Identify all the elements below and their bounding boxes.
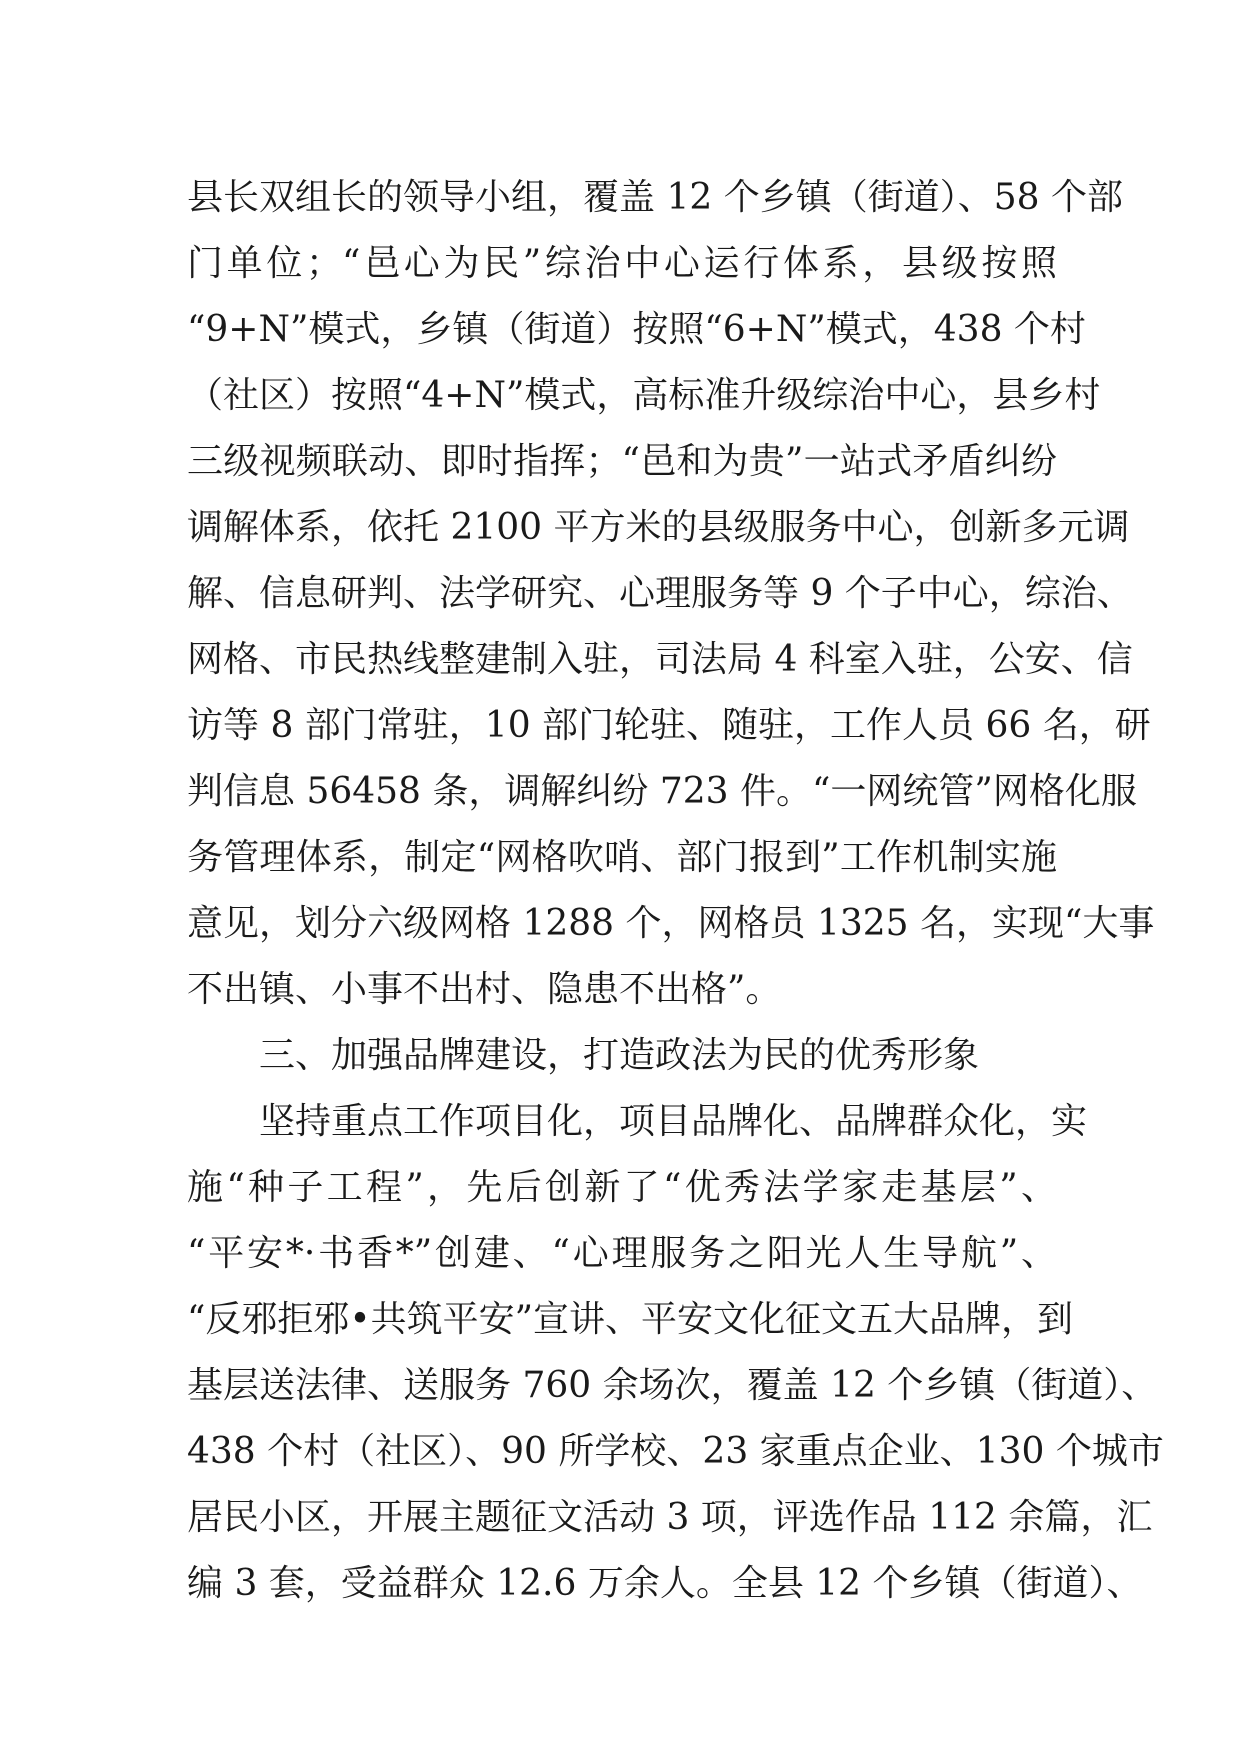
text-line: 务管理体系，制定“网格吹哨、部门报到”工作机制实施: [187, 837, 1057, 878]
text-line: 坚持重点工作项目化，项目品牌化、品牌群众化，实: [259, 1101, 1088, 1142]
text-line: 居民小区，开展主题征文活动 3 项，评选作品 112 余篇，汇: [187, 1497, 1153, 1538]
text-line: 编 3 套，受益群众 12.6 万余人。全县 12 个乡镇（街道）、: [187, 1563, 1143, 1604]
text-line: 调解体系，依托 2100 平方米的县级服务中心，创新多元调: [187, 507, 1130, 548]
text-line: 施“种子工程”，先后创新了“优秀法学家走基层”、: [187, 1167, 1057, 1208]
text-line: 三级视频联动、即时指挥；“邑和为贵”一站式矛盾纠纷: [187, 441, 1057, 482]
text-line: 网格、市民热线整建制入驻，司法局 4 科室入驻，公安、信: [187, 639, 1133, 680]
text-line: 438 个村（社区）、90 所学校、23 家重点企业、130 个城市: [187, 1431, 1164, 1472]
paragraph-2: [187, 1089, 1164, 1617]
text-line: 意见，划分六级网格 1288 个，网格员 1325 名，实现“大事: [187, 903, 1155, 944]
paragraph-1: [187, 165, 1155, 1023]
text-line: “反邪拒邪•共筑平安”宣讲、平安文化征文五大品牌，到: [187, 1299, 1074, 1340]
text-line: 基层送法律、送服务 760 余场次，覆盖 12 个乡镇（街道）、: [187, 1365, 1158, 1406]
text-line: 不出镇、小事不出村、隐患不出格”。: [187, 969, 782, 1010]
text-line: “平安*·书香*”创建、“心理服务之阳光人生导航”、: [187, 1233, 1057, 1274]
section-heading: 三、加强品牌建设，打造政法为民的优秀形象: [259, 1035, 980, 1076]
text-line: 解、信息研判、法学研究、心理服务等 9 个子中心，综治、: [187, 573, 1133, 614]
document-body: [187, 165, 1164, 1617]
text-line: 判信息 56458 条，调解纠纷 723 件。“一网统管”网格化服: [187, 771, 1137, 812]
text-line: （社区）按照“4+N”模式，高标准升级综治中心，县乡村: [187, 375, 1101, 416]
text-line: 访等 8 部门常驻，10 部门轮驻、随驻，工作人员 66 名，研: [187, 705, 1151, 746]
text-line: 县长双组长的领导小组，覆盖 12 个乡镇（街道）、58 个部: [187, 177, 1123, 218]
text-line: 门单位；“邑心为民”综治中心运行体系，县级按照: [187, 243, 1057, 284]
text-line: “9+N”模式，乡镇（街道）按照“6+N”模式，438 个村: [187, 309, 1086, 350]
